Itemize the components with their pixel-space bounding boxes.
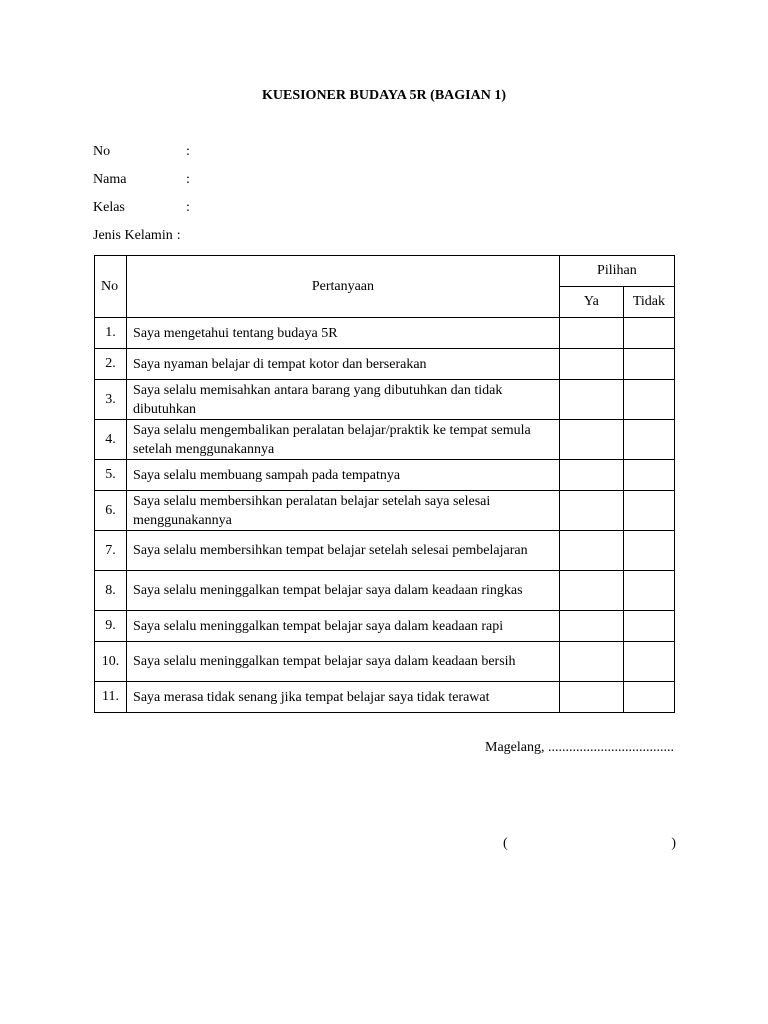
answer-yes-cell[interactable] [559, 682, 623, 713]
field-jenis-kelamin [93, 226, 181, 246]
table-row [95, 571, 675, 611]
row-number: 1. [95, 318, 127, 349]
header-no: No [95, 256, 127, 318]
row-question: Saya mengetahui tentang budaya 5R [127, 318, 560, 349]
row-number: 10. [95, 642, 127, 682]
table-row [95, 380, 675, 420]
answer-no-cell[interactable] [623, 380, 674, 420]
row-number: 8. [95, 571, 127, 611]
answer-no-cell[interactable] [623, 420, 674, 460]
table-row [95, 611, 675, 642]
answer-yes-cell[interactable] [559, 420, 623, 460]
header-no-choice: Tidak [623, 287, 674, 318]
field-kelas-label: Kelas [93, 200, 125, 215]
field-jenis-kelamin-label: Jenis Kelamin [93, 228, 173, 243]
answer-yes-cell[interactable] [559, 611, 623, 642]
row-question: Saya selalu meninggalkan tempat belajar saya dalam keadaan ringkas [127, 571, 560, 611]
row-question: Saya merasa tidak senang jika tempat belajar saya tidak terawat [127, 682, 560, 713]
signature-name-line [503, 836, 676, 856]
answer-yes-cell[interactable] [559, 460, 623, 491]
header-question: Pertanyaan [127, 256, 560, 318]
answer-no-cell[interactable] [623, 318, 674, 349]
field-no-colon: : [186, 144, 190, 159]
answer-no-cell[interactable] [623, 682, 674, 713]
header-yes: Ya [559, 287, 623, 318]
table-row [95, 349, 675, 380]
field-kelas-colon: : [186, 200, 190, 215]
row-number: 3. [95, 380, 127, 420]
page-title: KUESIONER BUDAYA 5R (BAGIAN 1) [261, 88, 506, 103]
row-question: Saya selalu mengembalikan peralatan belajar/praktik ke tempat semula setelah menggunakannya [127, 420, 560, 460]
answer-yes-cell[interactable] [559, 318, 623, 349]
row-number: 5. [95, 460, 127, 491]
field-nama-colon: : [186, 172, 190, 187]
answer-no-cell[interactable] [623, 611, 674, 642]
row-question: Saya selalu meninggalkan tempat belajar saya dalam keadaan rapi [127, 611, 560, 642]
table-row [95, 491, 675, 531]
answer-no-cell[interactable] [623, 349, 674, 380]
answer-yes-cell[interactable] [559, 531, 623, 571]
answer-no-cell[interactable] [623, 491, 674, 531]
answer-no-cell[interactable] [623, 460, 674, 491]
row-question: Saya selalu membersihkan tempat belajar setelah selesai pembelajaran [127, 531, 560, 571]
row-question: Saya selalu membersihkan peralatan belajar setelah saya selesai menggunakannya [127, 491, 560, 531]
answer-yes-cell[interactable] [559, 349, 623, 380]
answer-no-cell[interactable] [623, 571, 674, 611]
signature-close-paren: ) [671, 836, 676, 851]
header-choice: Pilihan [559, 256, 674, 287]
field-jenis-kelamin-colon: : [176, 228, 181, 243]
row-question: Saya nyaman belajar di tempat kotor dan berserakan [127, 349, 560, 380]
table-row [95, 531, 675, 571]
answer-yes-cell[interactable] [559, 491, 623, 531]
row-question: Saya selalu memisahkan antara barang yang dibutuhkan dan tidak dibutuhkan [127, 380, 560, 420]
row-number: 9. [95, 611, 127, 642]
row-number: 2. [95, 349, 127, 380]
row-number: 4. [95, 420, 127, 460]
signature-date-line: Magelang, .................................... [485, 740, 674, 755]
questionnaire-table [94, 255, 675, 713]
table-row [95, 318, 675, 349]
answer-yes-cell[interactable] [559, 642, 623, 682]
field-no-label: No [93, 144, 111, 159]
row-number: 7. [95, 531, 127, 571]
row-number: 11. [95, 682, 127, 713]
row-number: 6. [95, 491, 127, 531]
answer-no-cell[interactable] [623, 642, 674, 682]
field-nama-label: Nama [93, 172, 127, 187]
answer-no-cell[interactable] [623, 531, 674, 571]
answer-yes-cell[interactable] [559, 571, 623, 611]
row-question: Saya selalu meninggalkan tempat belajar saya dalam keadaan bersih [127, 642, 560, 682]
table-row [95, 642, 675, 682]
table-row [95, 460, 675, 491]
field-kelas [93, 198, 190, 218]
row-question: Saya selalu membuang sampah pada tempatnya [127, 460, 560, 491]
table-row [95, 420, 675, 460]
table-row [95, 682, 675, 713]
field-nama [93, 170, 190, 190]
answer-yes-cell[interactable] [559, 380, 623, 420]
field-no [93, 142, 190, 162]
signature-open-paren: ( [503, 836, 508, 851]
